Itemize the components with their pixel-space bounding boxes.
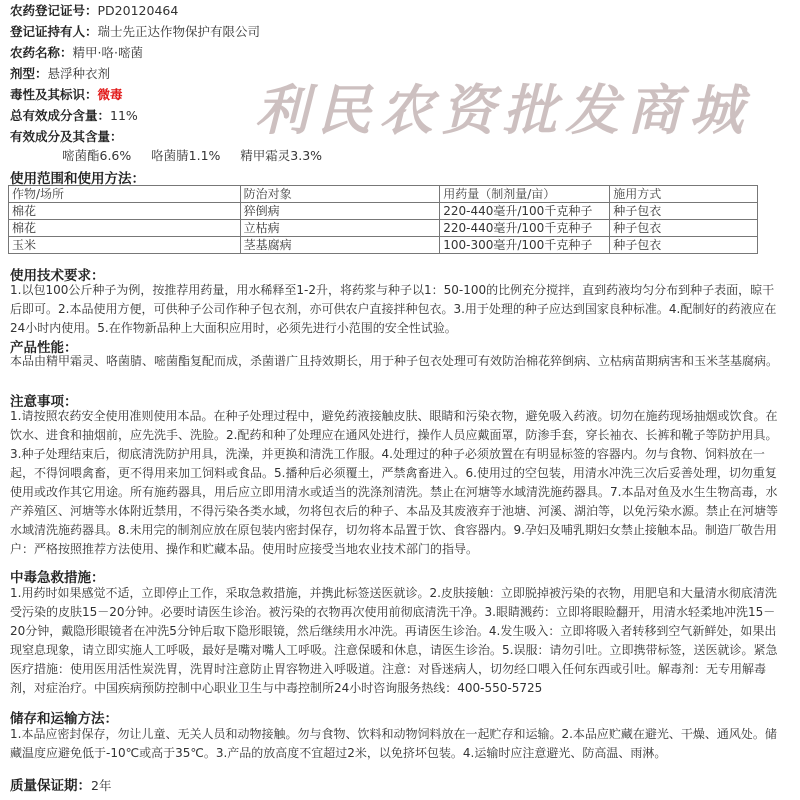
ingredients-heading: [10, 129, 123, 145]
formulation-row: [10, 66, 110, 82]
usage-section-title: 使用范围和使用方法：: [10, 171, 145, 187]
ingredient-item: 咯菌腈1.1%: [151, 148, 221, 163]
notes-section-title: 注意事项：: [10, 394, 78, 410]
cell-crop: 玉米: [9, 237, 241, 254]
registration-number-row: [10, 3, 178, 19]
firstaid-section-title: 中毒急救措施：: [10, 570, 105, 586]
performance-section-text: 本品由精甲霜灵、咯菌腈、嘧菌酯复配而成，杀菌谱广且持效期长，用于种子包衣处理可有效防治棉花猝倒病、立枯病苗期病害和玉米茎基腐病。: [10, 354, 779, 368]
storage-section-title: 储存和运输方法：: [10, 711, 118, 727]
header-dosage: 用药量（制剂量/亩）: [440, 186, 610, 203]
holder-row: [10, 24, 260, 40]
tech-section-title: 使用技术要求：: [10, 268, 105, 284]
cell-target: 立枯病: [240, 220, 440, 237]
cell-crop: 棉花: [9, 220, 241, 237]
tech-section-text: 1.以包100公斤种子为例，按推荐用药量，用水稀释至1-2升，将药浆与种子以1：50-100的比例充分搅拌，直到药液均匀分布到种子表面，晾干后即可。2.本品使用方便，可供种子公司作种子包衣剂，亦可供农户直接拌种包衣。3.用于处理的种子应达到国家良种标准。4.配制好的药液应在24小时内使用。5.在作物新品种上大面积应用时，必须先进行小范围的安全性试验。: [10, 283, 777, 335]
table-row: [9, 237, 758, 254]
total-content-value: 11%: [110, 108, 138, 123]
ingredients-list: [62, 148, 322, 164]
formulation-label: 剂型：: [10, 66, 48, 81]
header-target: 防治对象: [240, 186, 440, 203]
ingredients-label: 有效成分及其含量：: [10, 129, 123, 144]
total-content-label: 总有效成分含量：: [10, 108, 111, 123]
ingredient-item: 精甲霜灵3.3%: [240, 148, 323, 163]
shelf-life-label: 质量保证期：: [10, 778, 91, 794]
table-row: [9, 220, 758, 237]
firstaid-section-text: 1.用药时如果感觉不适，立即停止工作，采取急救措施，并携此标签送医就诊。2.皮肤接触：立即脱掉被污染的衣物，用肥皂和大量清水彻底清洗受污染的皮肤15－20分钟。必要时请医生诊治。被污染的衣物再次使用前彻底清洗干净。3.眼睛溅药：立即将眼睑翻开，用清水轻柔地冲洗15－20分钟，戴隐形眼镜者在冲洗5分钟后取下隐形眼镜，然后继续用水冲洗。再请医生诊治。4.发生吸入：立即将吸入者转移到空气新鲜处，如果出现窒息现象，请立即实施人工呼吸，最好是嘴对嘴人工呼吸。注意保暖和休息，请医生诊治。5.误服：请勿引吐。立即携带标签，送医就诊。紧急医疗措施：使用医用活性炭洗胃，洗胃时注意防止胃容物进入呼吸道。注意：对昏迷病人，切勿经口喂入任何东西或引吐。解毒剂：无专用解毒剂，对症治疗。中国疾病预防控制中心职业卫生与中毒控制所24小时咨询服务热线：400-550-5725: [10, 586, 778, 695]
storage-section-text: 1.本品应密封保存，勿让儿童、无关人员和动物接触。勿与食物、饮料和动物饲料放在一起贮存和运输。2.本品应贮藏在避光、干燥、通风处。储藏温度应避免低于-10℃或高于35℃。3.产品的放高度不宜超过2米，以免挤坏包装。4.运输时应注意避光、防高温、雨淋。: [10, 727, 777, 760]
cell-dosage: 220-440毫升/100千克种子: [440, 203, 610, 220]
holder-value: 瑞士先正达作物保护有限公司: [97, 24, 261, 39]
product-name-row: [10, 45, 143, 61]
header-method: 施用方式: [610, 186, 758, 203]
header-crop: 作物/场所: [9, 186, 241, 203]
shelf-life-row: [10, 778, 111, 794]
cell-method: 种子包衣: [610, 220, 758, 237]
cell-method: 种子包衣: [610, 237, 758, 254]
table-row: [9, 203, 758, 220]
usage-table: [8, 185, 758, 254]
total-content-row: [10, 108, 138, 124]
notes-section-text: 1.请按照农药安全使用准则使用本品。在种子处理过程中，避免药液接触皮肤、眼睛和污染衣物，避免吸入药液。切勿在施药现场抽烟或饮食。在饮水、进食和抽烟前，应先洗手、洗脸。2.配药和种了处理应在通风处进行，操作人员应戴面罩，防渗手套，穿长袖衣、长裤和靴子等防护用具。3.种子处理结束后，彻底清洗防护用具，洗澡，并更换和清洗工作服。4.处理过的种子必须放置在有明显标签的容器内。勿与食物、饲料放在一起，不得饲喂禽畜，更不得用来加工饲料或食品。5.播种后必须覆土，严禁禽畜进入。6.使用过的空包装，用清水冲洗三次后妥善处理，切勿重复使用或改作其它用途。所有施药器具，用后应立即用清水或适当的洗涤剂清洗。禁止在河塘等水域清洗施药器具。7.本品对鱼及水生生物高毒，水产养殖区、河塘等水体附近禁用，不得污染各类水域，勿将包衣后的种子、本品及其废液弃于池塘、河溪、湖泊等，以免污染水源。禁止在河塘等水域清洗施药器具。8.未用完的制剂应放在原包装内密封保存，切勿将本品置于饮、食容器内。9.孕妇及哺乳期妇女禁止接触本品。制造厂敬告用户：严格按照推荐方法使用、操作和贮藏本品。使用时应接受当地农业技术部门的指导。: [10, 409, 779, 556]
registration-number-label: 农药登记证号：: [10, 3, 98, 18]
ingredient-item: 嘧菌酯6.6%: [62, 148, 132, 163]
toxicity-value: 微毒: [97, 87, 123, 102]
product-name-label: 农药名称：: [10, 45, 73, 60]
usage-table-header: [9, 186, 758, 203]
cell-target: 茎基腐病: [240, 237, 440, 254]
registration-number-value: PD20120464: [97, 3, 179, 18]
cell-crop: 棉花: [9, 203, 241, 220]
product-name-value: 精甲·咯·嘧菌: [72, 45, 143, 60]
formulation-value: 悬浮种衣剂: [47, 66, 111, 81]
cell-dosage: 220-440毫升/100千克种子: [440, 220, 610, 237]
cell-method: 种子包衣: [610, 203, 758, 220]
toxicity-row: [10, 87, 123, 103]
cell-target: 猝倒病: [240, 203, 440, 220]
shelf-life-value: 2年: [91, 778, 112, 793]
watermark-text: 利民农资批发商城: [255, 78, 751, 142]
performance-section-title: 产品性能：: [10, 340, 78, 356]
cell-dosage: 100-300毫升/100千克种子: [440, 237, 610, 254]
holder-label: 登记证持有人：: [10, 24, 98, 39]
toxicity-label: 毒性及其标识：: [10, 87, 98, 102]
